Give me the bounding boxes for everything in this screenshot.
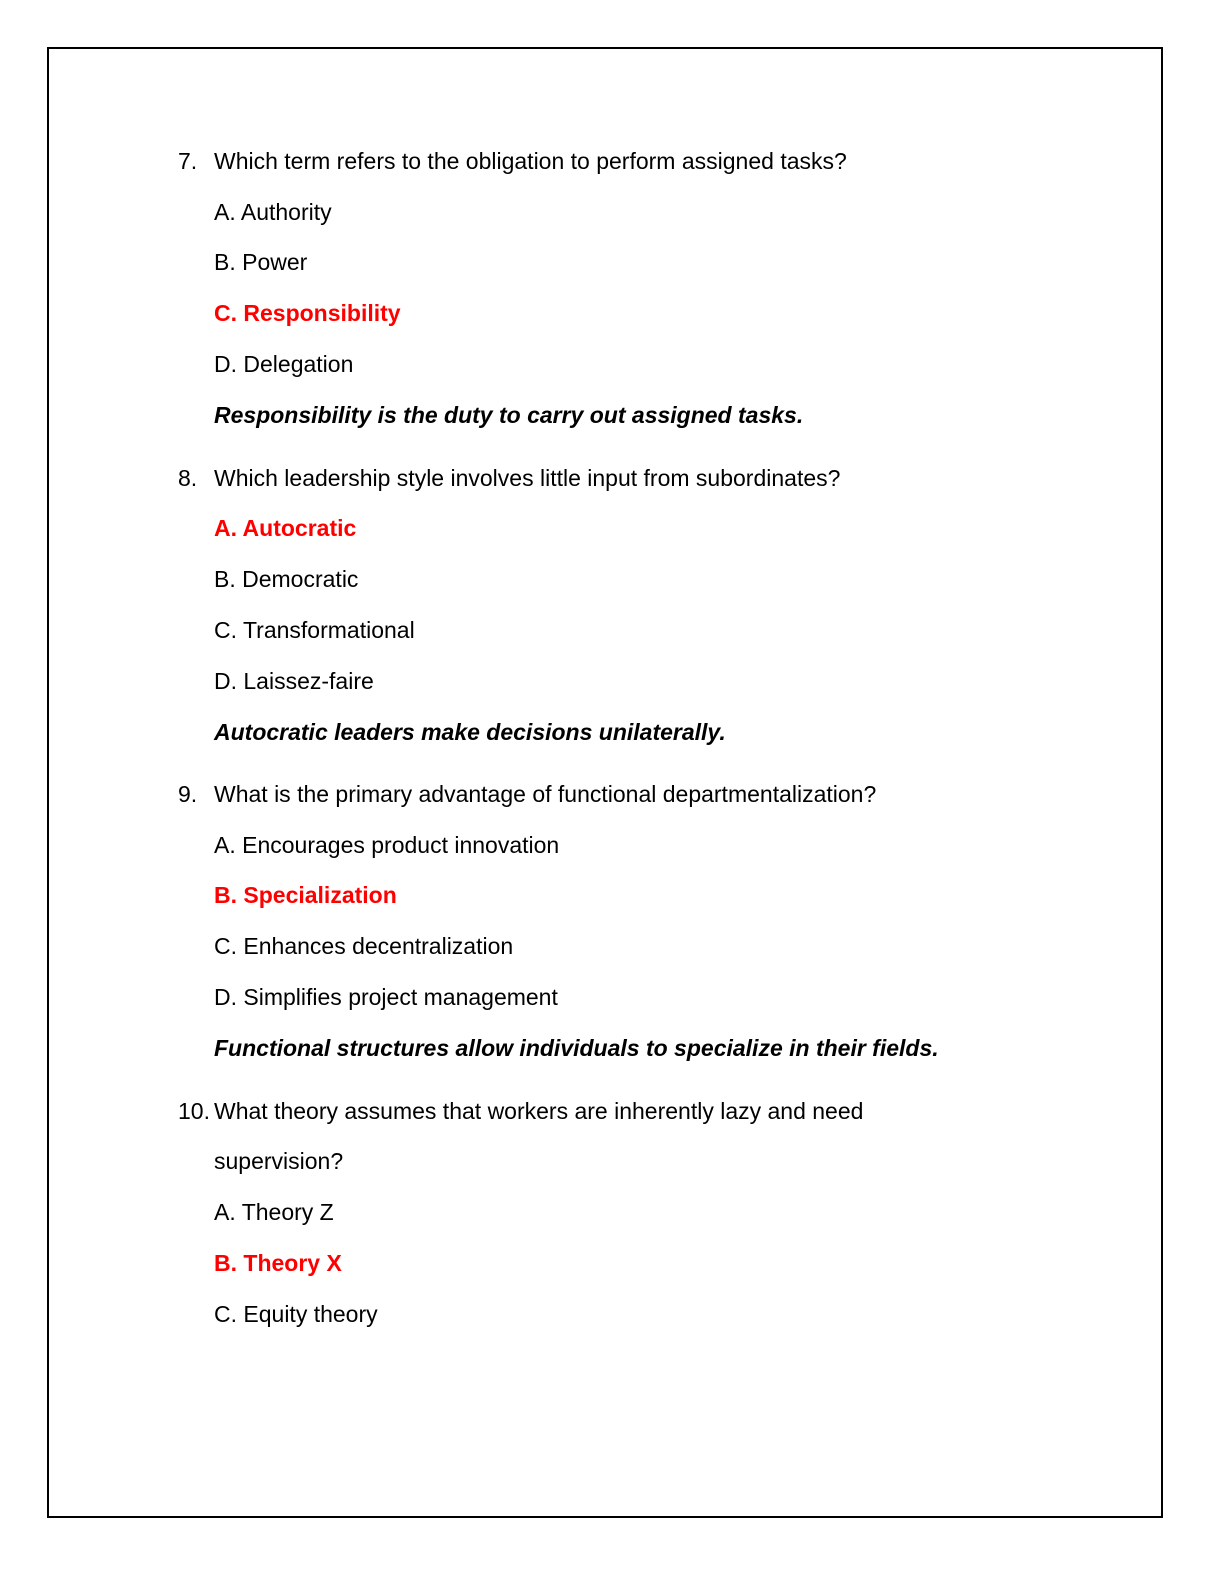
option-c-correct: C. Responsibility (214, 300, 401, 326)
question-number: 8. (178, 465, 198, 491)
question-text: What theory assumes that workers are inherently lazy and need (214, 1098, 864, 1124)
question-number: 7. (178, 148, 198, 174)
option-a: A. Theory Z (214, 1199, 334, 1225)
option-c: C. Enhances decentralization (214, 933, 514, 959)
option-b-correct: B. Specialization (214, 882, 397, 908)
option-b: B. Democratic (214, 566, 359, 592)
question-number: 9. (178, 781, 198, 807)
option-b-correct: B. Theory X (214, 1250, 342, 1276)
option-a-correct: A. Autocratic (214, 515, 357, 541)
option-a: A. Authority (214, 199, 332, 225)
question-text: Which leadership style involves little input from subordinates? (214, 465, 841, 491)
option-a: A. Encourages product innovation (214, 832, 560, 858)
option-d: D. Laissez-faire (214, 668, 374, 694)
option-d: D. Delegation (214, 351, 354, 377)
explanation: Functional structures allow individuals to specialize in their fields. (214, 1035, 939, 1061)
option-c: C. Equity theory (214, 1301, 378, 1327)
question-number: 10. (178, 1098, 210, 1124)
explanation: Autocratic leaders make decisions unilaterally. (214, 719, 726, 745)
option-c: C. Transformational (214, 617, 415, 643)
explanation: Responsibility is the duty to carry out assigned tasks. (214, 402, 804, 428)
question-text: Which term refers to the obligation to perform assigned tasks? (214, 148, 847, 174)
question-text-continued: supervision? (214, 1148, 344, 1174)
question-text: What is the primary advantage of functional departmentalization? (214, 781, 877, 807)
option-d: D. Simplifies project management (214, 984, 558, 1010)
option-b: B. Power (214, 249, 308, 275)
